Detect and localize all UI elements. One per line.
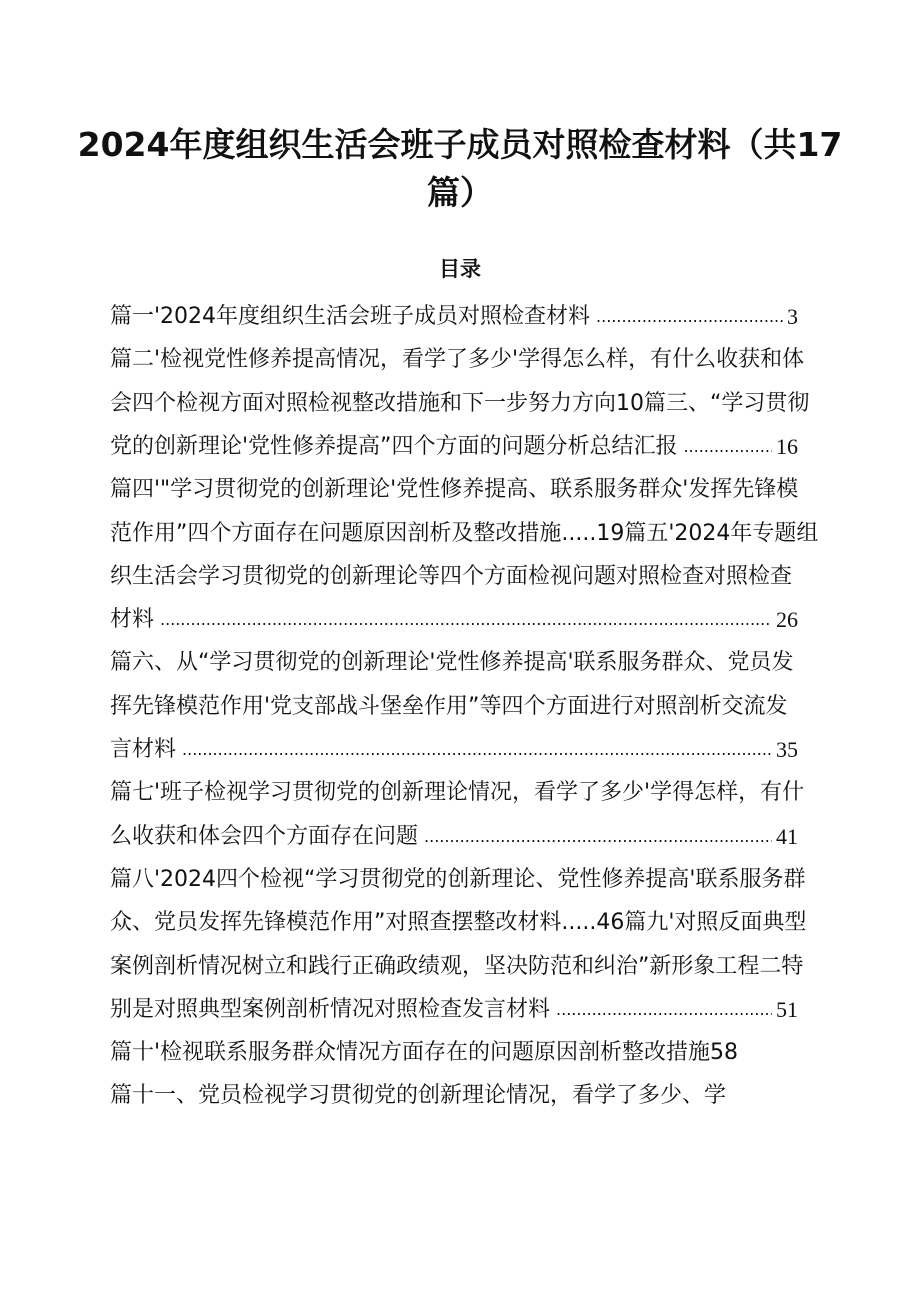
toc-line[interactable] [110, 294, 850, 340]
toc-dot-leader [683, 424, 772, 470]
toc-line-text: 篇七'班子检视学习贯彻党的创新理论情况，看学了多少'学得怎样，有什 [110, 780, 805, 805]
toc-line-text: 党的创新理论'党性修养提高”四个方面的问题分析总结汇报 [110, 434, 678, 459]
toc-line-text: 篇四'"学习贯彻党的创新理论'党性修养提高、联系服务群众'发挥先锋模 [110, 477, 799, 502]
toc-line-text: 篇十一、党员检视学习贯彻党的创新理论情况，看学了多少、学 [110, 1083, 727, 1108]
toc-dot-leader [160, 597, 772, 643]
toc-line-text: 篇二'检视党性修养提高情况，看学了多少'学得怎么样，有什么收获和体 [110, 347, 805, 372]
toc-line[interactable] [110, 1030, 850, 1076]
document-title-line-2: 篇） [427, 173, 493, 212]
toc-dot-leader [596, 294, 783, 340]
toc-page-number: 16 [776, 434, 798, 459]
toc-line-text: 别是对照典型案例剖析情况对照检查发言材料 [110, 997, 551, 1022]
toc-line-text: 篇一'2024年度组织生活会班子成员对照检查材料 [110, 304, 591, 329]
document-title-line-1: 2024年度组织生活会班子成员对照检查材料（共17 [77, 125, 843, 164]
toc-line[interactable] [110, 1073, 850, 1119]
toc-line[interactable] [110, 684, 850, 730]
toc-line-text: 篇六、从“学习贯彻党的创新理论'党性修养提高'联系服务群众、党员发 [110, 650, 794, 675]
toc-line-text: 会四个检视方面对照检视整改措施和下一步努力方向10篇三、“学习贯彻 [110, 391, 810, 416]
toc-line-text: 挥先锋模范作用'党支部战斗堡垒作用”等四个方面进行对照剖析交流发 [110, 694, 788, 719]
toc-line[interactable] [110, 597, 850, 643]
toc-line[interactable] [110, 511, 850, 557]
toc-dot-leader [424, 814, 772, 860]
toc-line[interactable] [110, 857, 850, 903]
toc-page-number: 41 [776, 824, 798, 849]
toc-line-text: 织生活会学习贯彻党的创新理论等四个方面检视问题对照检查对照检查 [110, 564, 793, 589]
toc-line[interactable] [110, 424, 850, 470]
toc-line[interactable] [110, 640, 850, 686]
toc-line-text: 么收获和体会四个方面存在问题 [110, 824, 419, 849]
toc-dot-leader [556, 987, 772, 1033]
toc-page-number: 51 [776, 997, 798, 1022]
toc-line[interactable] [110, 381, 850, 427]
toc-heading: 目录 [439, 257, 481, 281]
toc-line[interactable] [110, 554, 850, 600]
toc-line-text: 范作用”四个方面存在问题原因剖析及整改措施.....19篇五'2024年专题组 [110, 521, 819, 546]
toc-line-text: 言材料 [110, 737, 177, 762]
toc-line[interactable] [110, 337, 850, 383]
toc-line[interactable] [110, 814, 850, 860]
toc-page-number: 26 [776, 607, 798, 632]
toc-dot-leader [182, 727, 772, 773]
toc-line-text: 众、党员发挥先锋模范作用”对照查摆整改材料.....46篇九'对照反面典型 [110, 910, 807, 935]
toc-line[interactable] [110, 727, 850, 773]
toc-line-text: 材料 [110, 607, 155, 632]
toc-page-number: 3 [787, 304, 798, 329]
toc-line[interactable] [110, 987, 850, 1033]
toc-page-number: 35 [776, 737, 798, 762]
toc-line[interactable] [110, 944, 850, 990]
toc-line-text: 篇十'检视联系服务群众情况方面存在的问题原因剖析整改措施58 [110, 1040, 739, 1065]
toc-line[interactable] [110, 900, 850, 946]
toc-line-text: 案例剖析情况树立和践行正确政绩观，坚决防范和纠治”新形象工程二特 [110, 954, 804, 979]
toc-line[interactable] [110, 467, 850, 513]
toc-line[interactable] [110, 770, 850, 816]
toc-line-text: 篇八'2024四个检视“学习贯彻党的创新理论、党性修养提高'联系服务群 [110, 867, 806, 892]
